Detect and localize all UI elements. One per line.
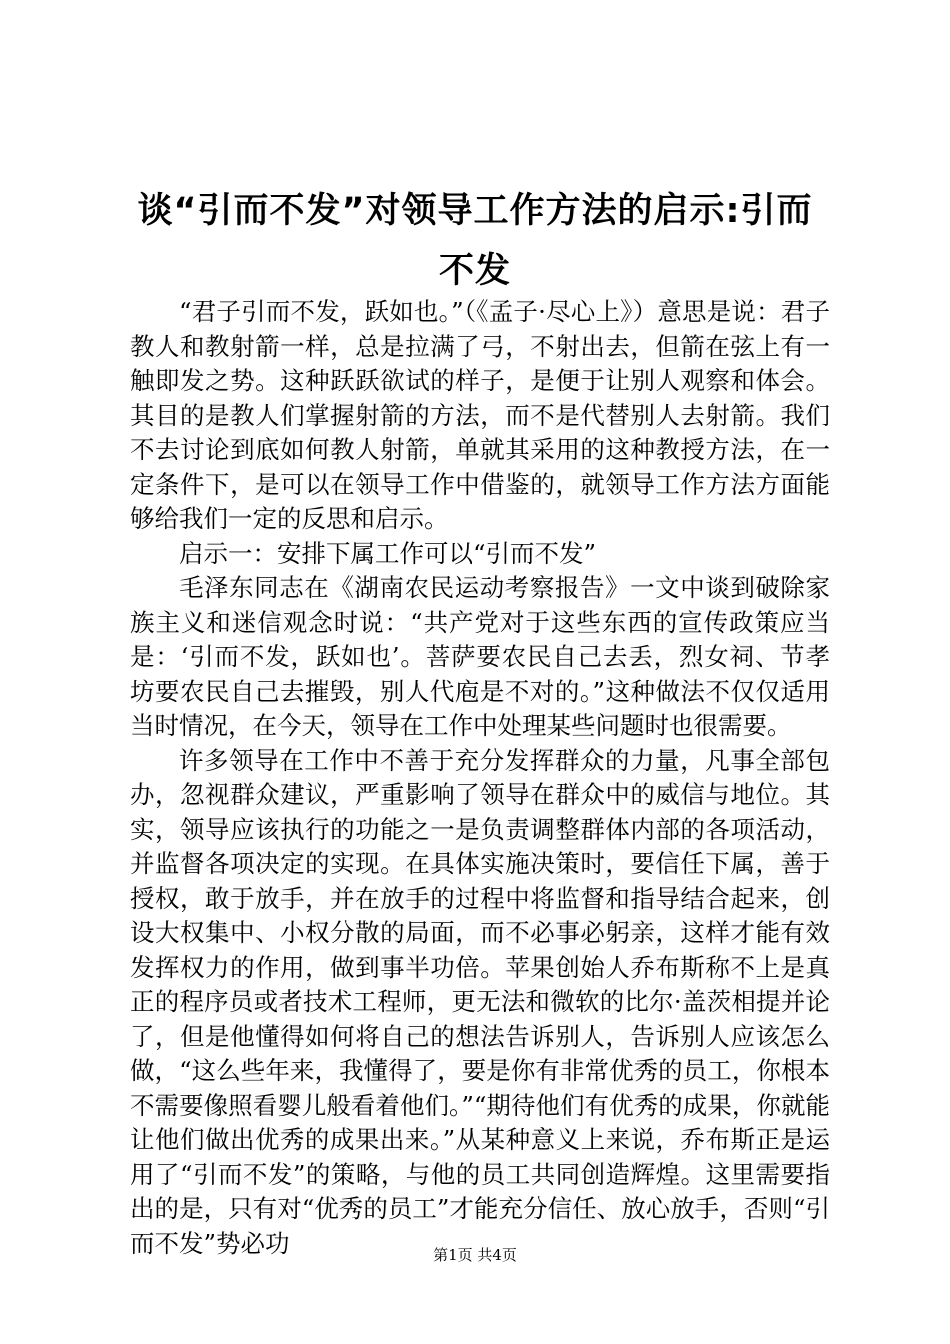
document-body <box>130 295 830 1261</box>
paragraph: 许多领导在工作中不善于充分发挥群众的力量，凡事全部包办，忽视群众建议，严重影响了领导在群众中的威信与地位。其实，领导应该执行的功能之一是负责调整群体内部的各项活动，并监督各项决定的实现。在具体实施决策时，要信任下属，善于授权，敢于放手，并在放手的过程中将监督和指导结合起来，创设大权集中、小权分散的局面，而不必事必躬亲，这样才能有效发挥权力的作用，做到事半功倍。苹果创始人乔布斯称不上是真正的程序员或者技术工程师，更无法和微软的比尔·盖茨相提并论了，但是他懂得如何将自己的想法告诉别人，告诉别人应该怎么做，“这么些年来，我懂得了，要是你有非常优秀的员工，你根本不需要像照看婴儿般看着他们。”“期待他们有优秀的成果，你就能让他们做出优秀的成果出来。”从某种意义上来说，乔布斯正是运用了“引而不发”的策略，与他的员工共同创造辉煌。这里需要指出的是，只有对“优秀的员工”才能充分信任、放心放手，否则“引而不发”势必功 <box>130 745 830 1258</box>
paragraph: 毛泽东同志在《湖南农民运动考察报告》一文中谈到破除家族主义和迷信观念时说：“共产党对于这些东西的宣传政策应当是：‘引而不发，跃如也’。菩萨要农民自己去丢，烈女祠、节孝坊要农民自己去摧毁，别人代庖是不对的。”这种做法不仅仅适用当时情况，在今天，领导在工作中处理某些问题时也很需要。 <box>130 573 830 740</box>
page-number-footer: 第1页 共4页 <box>433 1246 517 1264</box>
paragraph: “君子引而不发，跃如也。”（《孟子·尽心上》）意思是说：君子教人和教射箭一样，总是拉满了弓，不射出去，但箭在弦上有一触即发之势。这种跃跃欲试的样子，是便于让别人观察和体会。其目的是教人们掌握射箭的方法，而不是代替别人去射箭。我们不去讨论到底如何教人射箭，单就其采用的这种教授方法，在一定条件下，是可以在领导工作中借鉴的，就领导工作方法方面能够给我们一定的反思和启示。 <box>130 297 830 533</box>
section-heading: 启示一：安排下属工作可以“引而不发” <box>179 538 597 568</box>
document-title: 谈“引而不发”对领导工作方法的启示:引而不发 <box>137 191 813 292</box>
